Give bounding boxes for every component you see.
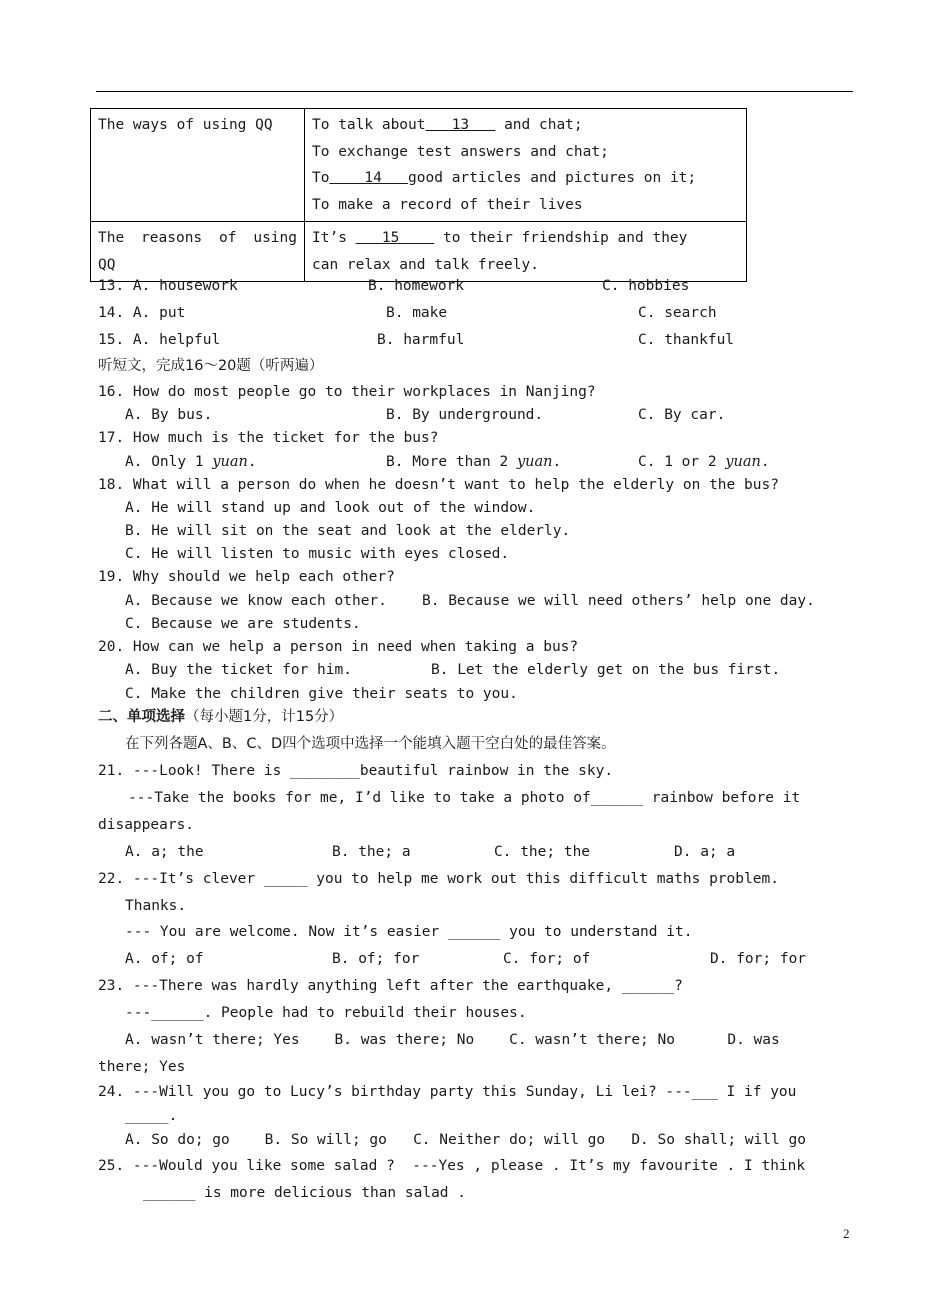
q15-b: B. harmful — [377, 332, 465, 348]
q18-a: A. He will stand up and look out of the window. — [125, 500, 536, 516]
q23-options-cont: there; Yes — [98, 1059, 186, 1075]
q22-c: C. for; of — [503, 951, 591, 967]
row1-label: The ways of using QQ — [91, 109, 305, 222]
q25-line1: 25. ---Would you like some salad ? ---Yes , please . It’s my favourite . I think — [98, 1158, 806, 1174]
section-listen-title: 听短文，完成16～20题（听两遍） — [98, 358, 324, 374]
page-number: 2 — [843, 1226, 850, 1241]
q13-b: B. homework — [368, 278, 465, 294]
table-row — [91, 222, 747, 282]
q20-stem: 20. How can we help a person in need when taking a bus? — [98, 639, 579, 655]
q24-line1: 24. ---Will you go to Lucy’s birthday party this Sunday, Li lei? ---___ I if you — [98, 1084, 797, 1100]
row2-label: The reasons of using QQ — [91, 222, 305, 282]
q22-a: A. of; of — [125, 951, 204, 967]
q17-b: B. More than 2 yuan. — [386, 454, 562, 470]
row1-line: To talk about 13 and chat; — [312, 117, 583, 133]
qq-table — [90, 108, 747, 282]
q19-c: C. Because we are students. — [125, 616, 361, 632]
q21-line2: ---Take the books for me, I’d like to take a photo of______ rainbow before it — [128, 790, 801, 806]
q13-c: C. hobbies — [602, 278, 690, 294]
q14-c: C. search — [638, 305, 717, 321]
q20-a: A. Buy the ticket for him. — [125, 662, 352, 678]
row1-line: To 14 good articles and pictures on it; — [312, 170, 697, 186]
q24-line2: _____. — [125, 1108, 178, 1124]
blank-14: 14 — [329, 170, 409, 186]
q21-c: C. the; the — [494, 844, 591, 860]
q17-a: A. Only 1 yuan. — [125, 454, 257, 470]
q14-a: 14. A. put — [98, 305, 186, 321]
row1-line: To exchange test answers and chat; — [312, 143, 609, 160]
q22-b: B. of; for — [332, 951, 420, 967]
q16-c: C. By car. — [638, 407, 726, 423]
row2-content: It’s 15 to their friendship and they can relax and talk freely. — [305, 222, 747, 282]
q20-c: C. Make the children give their seats to you. — [125, 686, 518, 702]
row1-line: To make a record of their lives — [312, 196, 583, 213]
q18-stem: 18. What will a person do when he doesn’t want to help the elderly on the bus? — [98, 477, 779, 493]
q23-line1: 23. ---There was hardly anything left after the earthquake, ______? — [98, 978, 683, 994]
q14-b: B. make — [386, 305, 448, 321]
q21-line1: 21. ---Look! There is ________beautiful rainbow in the sky. — [98, 763, 614, 779]
row1-content — [305, 109, 747, 222]
q15-c: C. thankful — [638, 332, 735, 348]
q15-a: 15. A. helpful — [98, 332, 221, 348]
q19-a: A. Because we know each other. — [125, 593, 387, 609]
q20-b: B. Let the elderly get on the bus first. — [431, 662, 781, 678]
q23-line2: ---______. People had to rebuild their houses. — [125, 1005, 527, 1021]
q18-b: B. He will sit on the seat and look at the elderly. — [125, 523, 571, 539]
q22-line1: 22. ---It’s clever _____ you to help me work out this difficult maths problem. — [98, 871, 779, 887]
q23-options: A. wasn’t there; Yes B. was there; No C. wasn’t there; No D. was — [125, 1032, 780, 1048]
q17-c: C. 1 or 2 yuan. — [638, 454, 770, 470]
q16-b: B. By underground. — [386, 407, 544, 423]
q22-line2: Thanks. — [125, 898, 187, 914]
q19-stem: 19. Why should we help each other? — [98, 569, 395, 585]
q24-options: A. So do; go B. So will; go C. Neither do; will go D. So shall; will go — [125, 1132, 806, 1148]
blank-15: 15 — [355, 230, 435, 246]
q21-a: A. a; the — [125, 844, 204, 860]
blank-13: 13 — [425, 117, 496, 133]
q13-a: 13. A. housework — [98, 278, 238, 294]
q18-c: C. He will listen to music with eyes closed. — [125, 546, 510, 562]
q21-b: B. the; a — [332, 844, 411, 860]
q21-line3: disappears. — [98, 817, 195, 833]
header-rule — [96, 91, 853, 92]
q21-d: D. a; a — [674, 844, 736, 860]
q25-line2: ______ is more delicious than salad . — [143, 1185, 467, 1201]
section2-title: 二、单项选择（每小题1分，计15分） — [98, 709, 344, 725]
q16-a: A. By bus. — [125, 407, 213, 423]
q16-stem: 16. How do most people go to their workplaces in Nanjing? — [98, 384, 596, 400]
q22-line3: --- You are welcome. Now it’s easier ______ you to understand it. — [125, 924, 693, 940]
q17-stem: 17. How much is the ticket for the bus? — [98, 430, 439, 446]
q22-d: D. for; for — [710, 951, 807, 967]
section2-instructions: 在下列各题A、B、C、D四个选项中选择一个能填入题干空白处的最佳答案。 — [125, 736, 616, 752]
table-row — [91, 109, 747, 222]
q19-b: B. Because we will need others’ help one day. — [422, 593, 815, 609]
